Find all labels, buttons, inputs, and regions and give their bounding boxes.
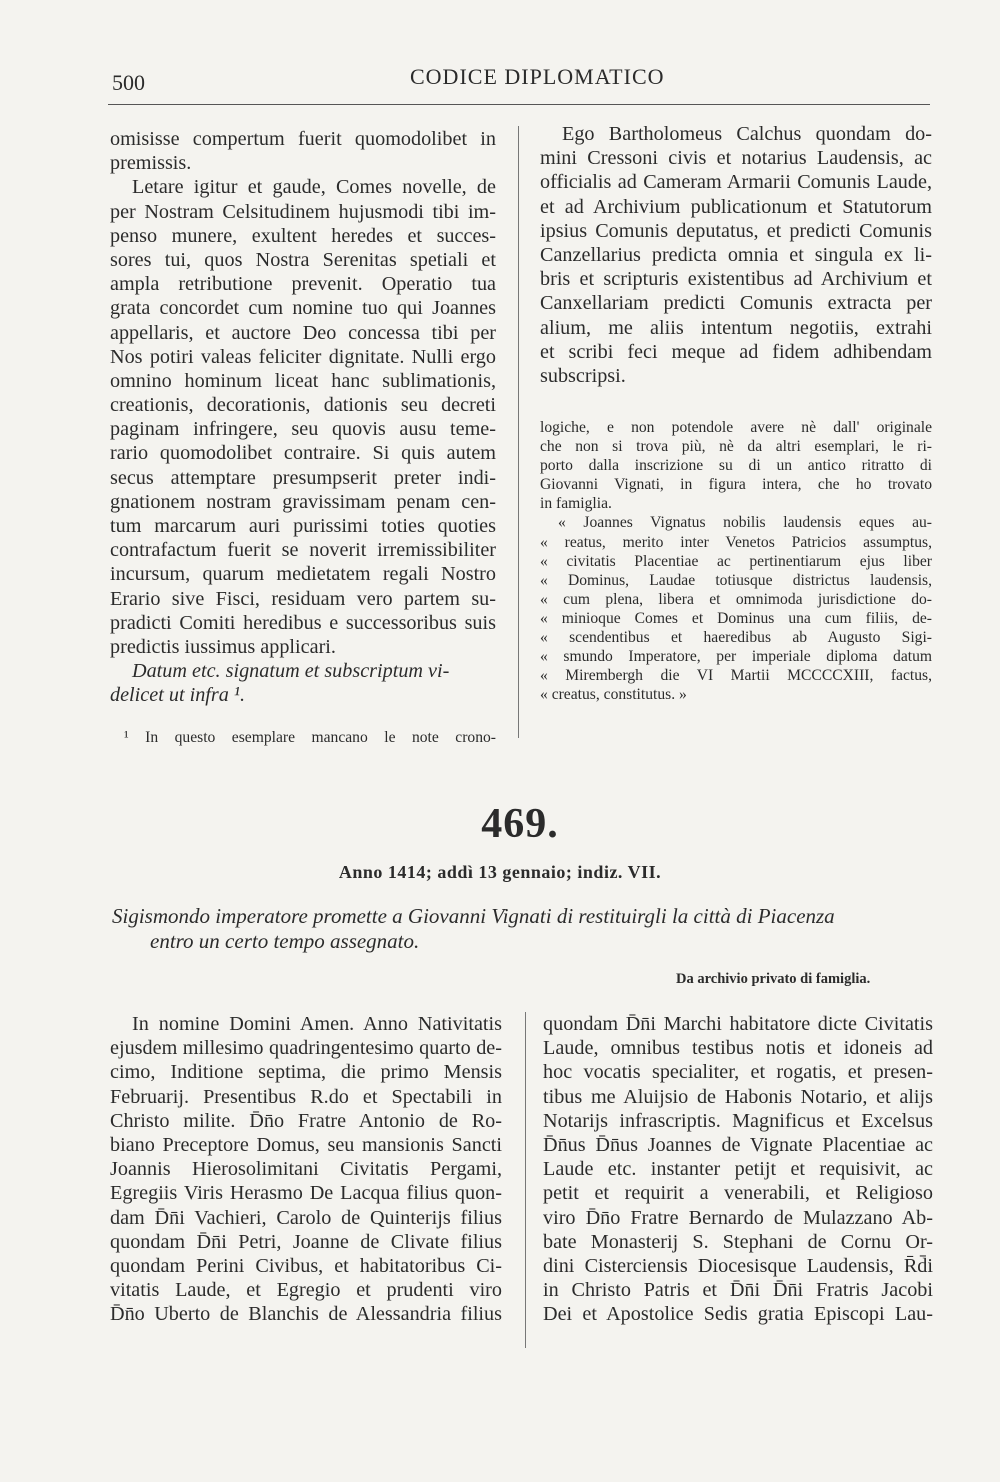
text-line: Erario sive Fisci, residuam vero partem su- bbox=[110, 587, 496, 610]
text-line: ampla retributione prevenit. Operatio tua bbox=[110, 273, 496, 296]
footnote-line: « civitatis Placentiae ac pertinentiarum ejus liber bbox=[540, 552, 932, 570]
column-divider bbox=[525, 1012, 526, 1348]
page-number: 500 bbox=[112, 70, 145, 95]
footnote-line: logiche, e non potendole avere nè dall' originale bbox=[540, 419, 932, 436]
bottom-left-column bbox=[110, 1012, 502, 1326]
top-right-column bbox=[540, 122, 932, 388]
text-line: biano Preceptore Domus, seu mansionis Sancti bbox=[110, 1133, 502, 1156]
text-line: premissis. bbox=[110, 152, 192, 175]
text-line: predictis iussimus applicari. bbox=[110, 635, 336, 658]
text-line: penso munere, exultent heredes et succes- bbox=[110, 224, 496, 247]
footnote-line: « reatus, merito inter Venetos Patricios assumptus, bbox=[540, 533, 932, 551]
header-rule bbox=[108, 104, 930, 105]
text-line: ejusdem millesimo quadringentesimo quarto de- bbox=[110, 1037, 502, 1060]
bottom-right-column bbox=[543, 1012, 933, 1326]
document-date-line: Anno 1414; addì 13 gennaio; indiz. VII. bbox=[338, 862, 662, 882]
footnote-line: Giovanni Vignati, in figura intera, che ho trovato bbox=[540, 476, 932, 494]
column-divider bbox=[518, 126, 519, 738]
text-line: omnino hominum liceat hanc sublimationis, bbox=[110, 369, 496, 392]
text-line: In nomine Domini Amen. Anno Nativitatis bbox=[132, 1013, 502, 1035]
text-line: Egregiis Viris Herasmo De Lacqua filius quon- bbox=[110, 1182, 502, 1205]
text-line: incursum, quarum medietatem regali Nostro bbox=[110, 563, 496, 586]
text-line: Nos potiri valeas feliciter dignitate. Nulli ergo bbox=[110, 345, 496, 368]
text-line: pradicti Comiti heredibus e successoribus suis bbox=[110, 611, 496, 634]
text-line: dini Cisterciensis Diocesisque Laudensis, R̄d̄i bbox=[543, 1254, 933, 1277]
footnote-line: « minioque Comes et Dominus una cum filiis, de- bbox=[540, 609, 932, 627]
text-line: bate Monasterij S. Stephani de Cornu Or- bbox=[543, 1230, 933, 1253]
text-line: bris et scripturis existentibus ad Archivium et bbox=[540, 268, 932, 291]
text-line: et scribi feci meque ad fidem adhibendam bbox=[540, 340, 932, 363]
text-line: tibus me Aluijsio de Habonis Notario, et alijs bbox=[543, 1085, 933, 1108]
text-line: Notarijs infrascriptis. Magnificus et Excelsus bbox=[543, 1109, 933, 1132]
footnote-line: « creatus, constitutus. » bbox=[540, 686, 687, 704]
document-summary bbox=[112, 904, 934, 954]
text-line: viro D̄n̄o Fratre Bernardo de Mulazzano Ab- bbox=[543, 1206, 933, 1229]
text-line: vitatis Laude, et Egregio et prudenti viro bbox=[110, 1279, 502, 1302]
footnote-line: che non si trova più, nè da altri esemplari, le ri- bbox=[540, 438, 932, 456]
text-line: sores tui, quos Nostra Serenitas spetiali et bbox=[110, 248, 496, 271]
document-source: Da archivio privato di famiglia. bbox=[676, 971, 871, 987]
text-line: creationis, decorationis, dationis seu decreti bbox=[110, 394, 496, 417]
text-line: contrafactum fuerit se noverit irremissibiliter bbox=[110, 539, 496, 562]
text-line: cimo, Inditione septima, die primo Mensis bbox=[110, 1061, 502, 1084]
text-line: appellaris, et auctore Deo concessa tibi per bbox=[110, 321, 496, 344]
text-line: ipsius Comunis deputatus, et predicti Comunis bbox=[540, 219, 932, 242]
text-line: secus attemptare presumpserit preter indi- bbox=[110, 466, 496, 489]
text-line: Laude etc. instanter petijt et requisivit, ac bbox=[543, 1158, 933, 1181]
footnote-line: « Dominus, Laudae totiusque districtus laudensis, bbox=[540, 571, 932, 589]
footnote-line: « scendentibus et haeredibus ab Augusto Sigi- bbox=[540, 629, 932, 647]
top-left-column bbox=[110, 127, 496, 708]
summary-line: entro un certo tempo assegnato. bbox=[150, 929, 420, 953]
text-line: officialis ad Cameram Armarii Comunis Laude, bbox=[540, 171, 932, 194]
text-line: Ego Bartholomeus Calchus quondam do- bbox=[562, 123, 932, 145]
text-line: mini Cressoni civis et notarius Laudensis, ac bbox=[540, 147, 932, 170]
text-line: gnationem nostram gravissimam penam cen- bbox=[110, 490, 496, 513]
text-line: alium, me aliis intentum negotiis, extrahi bbox=[540, 316, 932, 339]
text-line: Laude, omnibus testibus notis et idoneis ad bbox=[543, 1037, 933, 1060]
summary-line: Sigismondo imperatore promette a Giovanni Vignati di restituirgli la città di Piacenza bbox=[112, 904, 835, 928]
text-line: dam D̄n̄i Vachieri, Carolo de Quinterijs filius bbox=[110, 1206, 502, 1229]
text-line: Februarij. Presentibus R.do et Spectabili in bbox=[110, 1085, 502, 1108]
footnote-line: porto dalla inscrizione su di un antico ritratto di bbox=[540, 457, 932, 475]
text-line: Canxellariam predicti Comunis extracta per bbox=[540, 292, 932, 315]
text-line: Letare igitur et gaude, Comes novelle, de bbox=[132, 176, 496, 199]
text-line: delicet ut infra ¹. bbox=[110, 684, 246, 707]
text-line: rario quomodolibet contraire. Si quis autem bbox=[110, 442, 496, 465]
running-header: CODICE DIPLOMATICO bbox=[410, 64, 665, 89]
text-line: Dei et Apostolice Sedis gratia Episcopi Lau- bbox=[543, 1303, 933, 1326]
text-line: grata concordet cum nomine tuo qui Joannes bbox=[110, 297, 496, 320]
text-line: quondam Perini Civibus, et habitatoribus Ci- bbox=[110, 1254, 502, 1277]
text-line: petit et requirit a venerabili, et Religioso bbox=[543, 1182, 933, 1205]
text-line: Canzellarius predicta omnia et singula ex li- bbox=[540, 243, 932, 266]
text-line: Christo milite. D̄n̄o Fratre Antonio de Ro- bbox=[110, 1109, 502, 1132]
footnote-right bbox=[540, 418, 932, 704]
document-number: 469. bbox=[481, 801, 559, 847]
footnote-left bbox=[124, 728, 496, 747]
text-line: paginam infringere, seu quovis ausu teme- bbox=[110, 418, 496, 441]
footnote-line: « Mirembergh die VI Martii MCCCCXIII, factus, bbox=[540, 667, 932, 685]
text-line: quondam D̄n̄i Petri, Joanne de Clivate filius bbox=[110, 1230, 502, 1253]
text-line: in Christo Patris et D̄n̄i D̄n̄i Fratris Jacobi bbox=[543, 1279, 933, 1302]
footnote-line: « Joannes Vignatus nobilis laudensis eques au- bbox=[558, 514, 932, 532]
text-line: subscripsi. bbox=[540, 364, 626, 387]
footnote-line: « smundo Imperatore, per imperiale diploma datum bbox=[540, 648, 932, 666]
text-line: quondam D̄n̄i Marchi habitatore dicte Civitatis bbox=[543, 1013, 933, 1035]
text-line: hoc vocatis specialiter, et rogatis, et presen- bbox=[543, 1061, 933, 1084]
text-line: Joannis Hierosolimitani Civitatis Pergami, bbox=[110, 1158, 502, 1181]
footnote-line: « cum plena, libera et omnimoda jurisdictione do- bbox=[540, 590, 932, 608]
text-line: tum marcarum auri purissimi toties quoties bbox=[110, 515, 496, 537]
text-line: et ad Archivium publicationum et Statutorum bbox=[540, 195, 932, 218]
text-line: Datum etc. signatum et subscriptum vi- bbox=[132, 660, 450, 683]
footnote-line: in famiglia. bbox=[540, 495, 612, 513]
footnote-line: ¹ In questo esemplare mancano le note crono- bbox=[124, 729, 496, 746]
text-line: per Nostram Celsitudinem hujusmodi tibi im- bbox=[110, 200, 496, 223]
text-line: D̄n̄us D̄n̄us Joannes de Vignate Placentiae ac bbox=[543, 1133, 933, 1156]
text-line: omisisse compertum fuerit quomodolibet in bbox=[110, 128, 496, 150]
text-line: D̄n̄o Uberto de Blanchis de Alessandria filius bbox=[110, 1303, 502, 1326]
